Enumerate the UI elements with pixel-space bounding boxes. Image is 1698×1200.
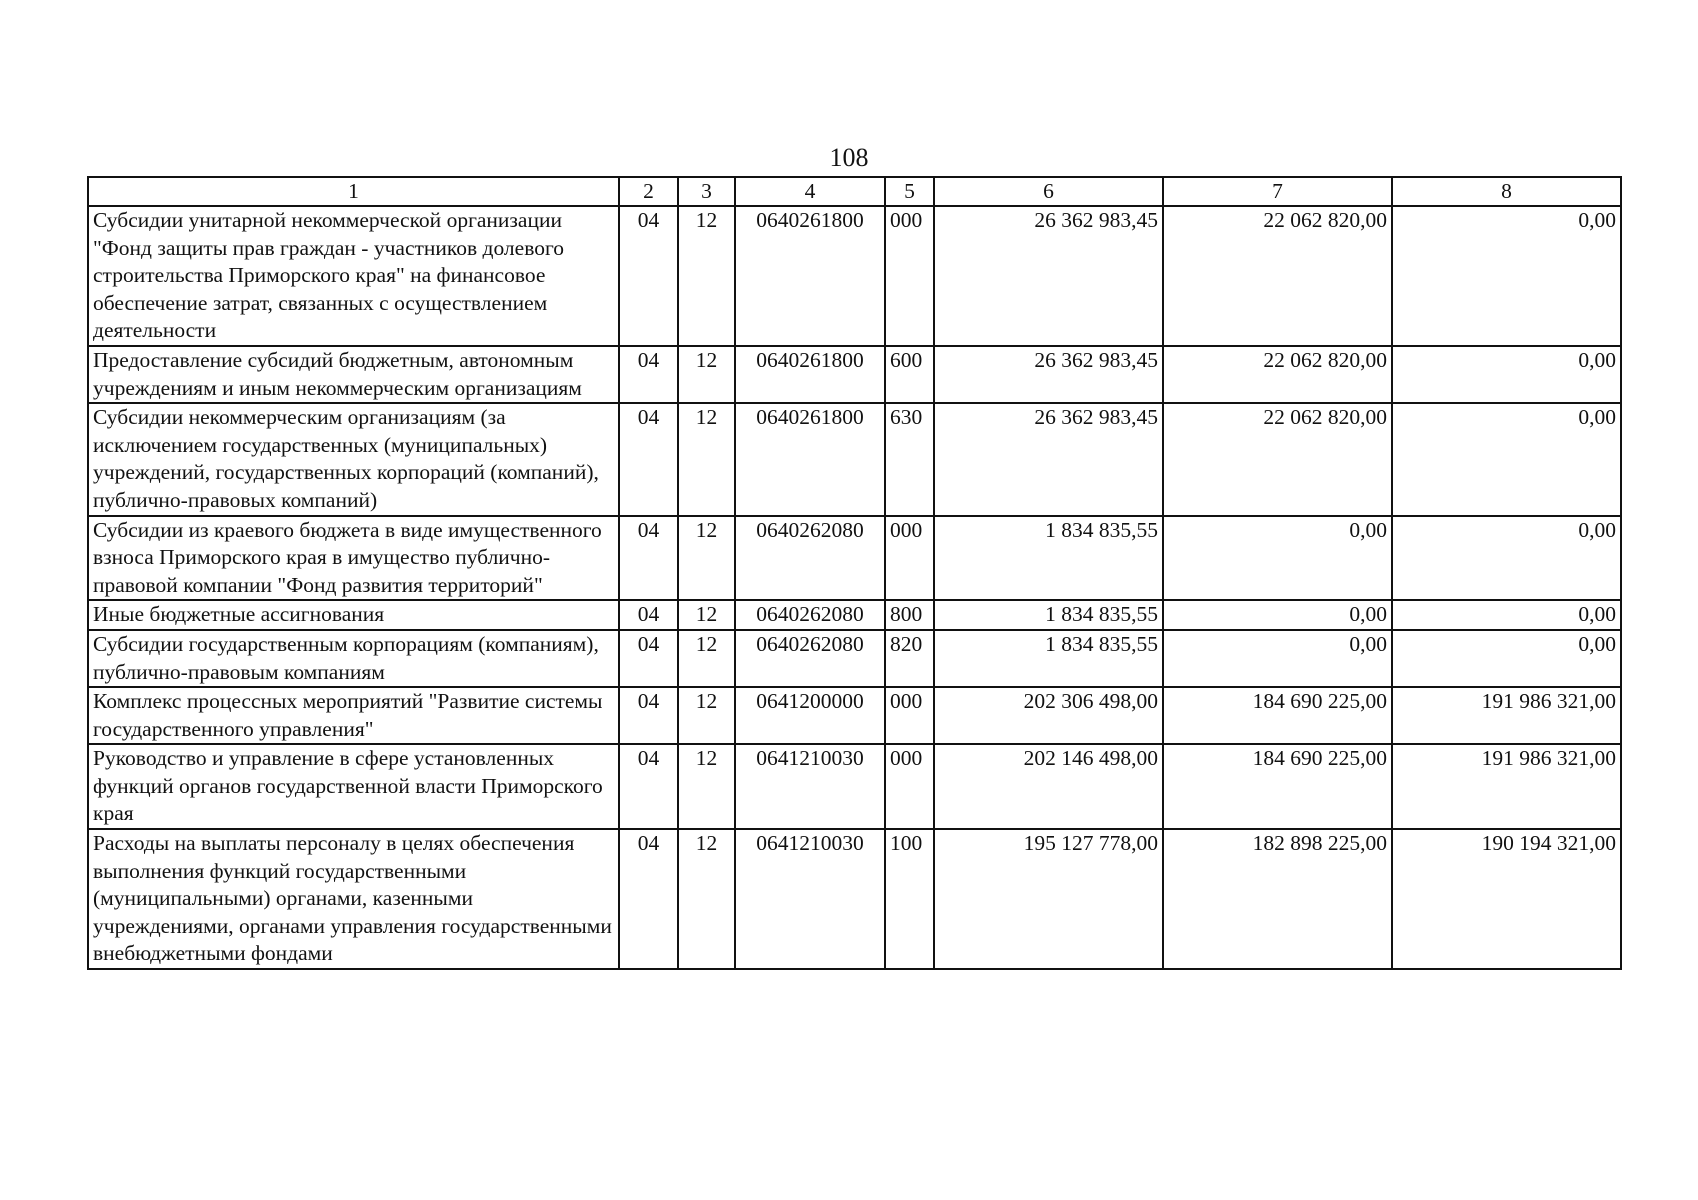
column-number-2: 2 bbox=[619, 177, 678, 206]
amount-col-7: 0,00 bbox=[1163, 630, 1392, 687]
amount-col-7: 22 062 820,00 bbox=[1163, 206, 1392, 346]
table-row bbox=[88, 516, 1621, 601]
column-number-5: 5 bbox=[885, 177, 934, 206]
row-name: Субсидии из краевого бюджета в виде имущественного взноса Приморского края в имущество публично-правовой компании "Фонд развития территорий" bbox=[88, 516, 619, 601]
column-number-7: 7 bbox=[1163, 177, 1392, 206]
section-code: 04 bbox=[619, 744, 678, 829]
amount-col-7: 0,00 bbox=[1163, 516, 1392, 601]
amount-col-8: 0,00 bbox=[1392, 403, 1621, 515]
amount-col-8: 0,00 bbox=[1392, 206, 1621, 346]
amount-col-7: 182 898 225,00 bbox=[1163, 829, 1392, 969]
section-code: 04 bbox=[619, 630, 678, 687]
column-number-6: 6 bbox=[934, 177, 1163, 206]
table-row bbox=[88, 600, 1621, 630]
target-article-code: 0640261800 bbox=[735, 346, 885, 403]
amount-col-8: 0,00 bbox=[1392, 630, 1621, 687]
amount-col-6: 195 127 778,00 bbox=[934, 829, 1163, 969]
column-number-row bbox=[88, 177, 1621, 206]
amount-col-6: 26 362 983,45 bbox=[934, 346, 1163, 403]
subsection-code: 12 bbox=[678, 600, 735, 630]
subsection-code: 12 bbox=[678, 403, 735, 515]
expense-type-code: 630 bbox=[885, 403, 934, 515]
target-article-code: 0641210030 bbox=[735, 829, 885, 969]
section-code: 04 bbox=[619, 829, 678, 969]
expense-type-code: 000 bbox=[885, 744, 934, 829]
target-article-code: 0640261800 bbox=[735, 403, 885, 515]
target-article-code: 0640261800 bbox=[735, 206, 885, 346]
amount-col-7: 22 062 820,00 bbox=[1163, 403, 1392, 515]
section-code: 04 bbox=[619, 403, 678, 515]
table-row bbox=[88, 346, 1621, 403]
table-row bbox=[88, 687, 1621, 744]
amount-col-7: 22 062 820,00 bbox=[1163, 346, 1392, 403]
target-article-code: 0640262080 bbox=[735, 600, 885, 630]
table-row bbox=[88, 403, 1621, 515]
row-name: Субсидии унитарной некоммерческой организации "Фонд защиты прав граждан - участников долевого строительства Приморского края" на финансовое обеспечение затрат, связанных с осуществлением деятельности bbox=[88, 206, 619, 346]
row-name: Субсидии государственным корпорациям (компаниям), публично-правовым компаниям bbox=[88, 630, 619, 687]
table-row bbox=[88, 630, 1621, 687]
amount-col-6: 26 362 983,45 bbox=[934, 403, 1163, 515]
amount-col-7: 184 690 225,00 bbox=[1163, 687, 1392, 744]
amount-col-8: 191 986 321,00 bbox=[1392, 687, 1621, 744]
row-name: Иные бюджетные ассигнования bbox=[88, 600, 619, 630]
column-number-1: 1 bbox=[88, 177, 619, 206]
row-name: Расходы на выплаты персоналу в целях обеспечения выполнения функций государственными (муниципальными) органами, казенными учреждениями, органами управления государственными внебюджетными фондами bbox=[88, 829, 619, 969]
amount-col-7: 0,00 bbox=[1163, 600, 1392, 630]
amount-col-8: 0,00 bbox=[1392, 516, 1621, 601]
section-code: 04 bbox=[619, 346, 678, 403]
subsection-code: 12 bbox=[678, 630, 735, 687]
subsection-code: 12 bbox=[678, 206, 735, 346]
expense-type-code: 100 bbox=[885, 829, 934, 969]
section-code: 04 bbox=[619, 206, 678, 346]
target-article-code: 0641200000 bbox=[735, 687, 885, 744]
row-name: Предоставление субсидий бюджетным, автономным учреждениям и иным некоммерческим организациям bbox=[88, 346, 619, 403]
amount-col-6: 202 306 498,00 bbox=[934, 687, 1163, 744]
target-article-code: 0640262080 bbox=[735, 516, 885, 601]
expense-type-code: 000 bbox=[885, 687, 934, 744]
row-name: Субсидии некоммерческим организациям (за исключением государственных (муниципальных) учреждений, государственных корпораций (компаний), публично-правовых компаний) bbox=[88, 403, 619, 515]
target-article-code: 0640262080 bbox=[735, 630, 885, 687]
amount-col-8: 0,00 bbox=[1392, 346, 1621, 403]
section-code: 04 bbox=[619, 600, 678, 630]
subsection-code: 12 bbox=[678, 516, 735, 601]
amount-col-6: 1 834 835,55 bbox=[934, 630, 1163, 687]
amount-col-8: 190 194 321,00 bbox=[1392, 829, 1621, 969]
amount-col-8: 0,00 bbox=[1392, 600, 1621, 630]
target-article-code: 0641210030 bbox=[735, 744, 885, 829]
amount-col-6: 202 146 498,00 bbox=[934, 744, 1163, 829]
amount-col-7: 184 690 225,00 bbox=[1163, 744, 1392, 829]
column-number-3: 3 bbox=[678, 177, 735, 206]
row-name: Комплекс процессных мероприятий "Развитие системы государственного управления" bbox=[88, 687, 619, 744]
amount-col-6: 26 362 983,45 bbox=[934, 206, 1163, 346]
subsection-code: 12 bbox=[678, 744, 735, 829]
expense-type-code: 800 bbox=[885, 600, 934, 630]
column-number-4: 4 bbox=[735, 177, 885, 206]
row-name: Руководство и управление в сфере установленных функций органов государственной власти Приморского края bbox=[88, 744, 619, 829]
subsection-code: 12 bbox=[678, 829, 735, 969]
expense-type-code: 000 bbox=[885, 206, 934, 346]
subsection-code: 12 bbox=[678, 346, 735, 403]
column-number-8: 8 bbox=[1392, 177, 1621, 206]
subsection-code: 12 bbox=[678, 687, 735, 744]
table-row bbox=[88, 829, 1621, 969]
budget-table bbox=[87, 176, 1622, 970]
table-row bbox=[88, 744, 1621, 829]
section-code: 04 bbox=[619, 687, 678, 744]
section-code: 04 bbox=[619, 516, 678, 601]
amount-col-8: 191 986 321,00 bbox=[1392, 744, 1621, 829]
expense-type-code: 820 bbox=[885, 630, 934, 687]
expense-type-code: 600 bbox=[885, 346, 934, 403]
expense-type-code: 000 bbox=[885, 516, 934, 601]
table-row bbox=[88, 206, 1621, 346]
amount-col-6: 1 834 835,55 bbox=[934, 516, 1163, 601]
amount-col-6: 1 834 835,55 bbox=[934, 600, 1163, 630]
page-number: 108 bbox=[829, 143, 869, 172]
